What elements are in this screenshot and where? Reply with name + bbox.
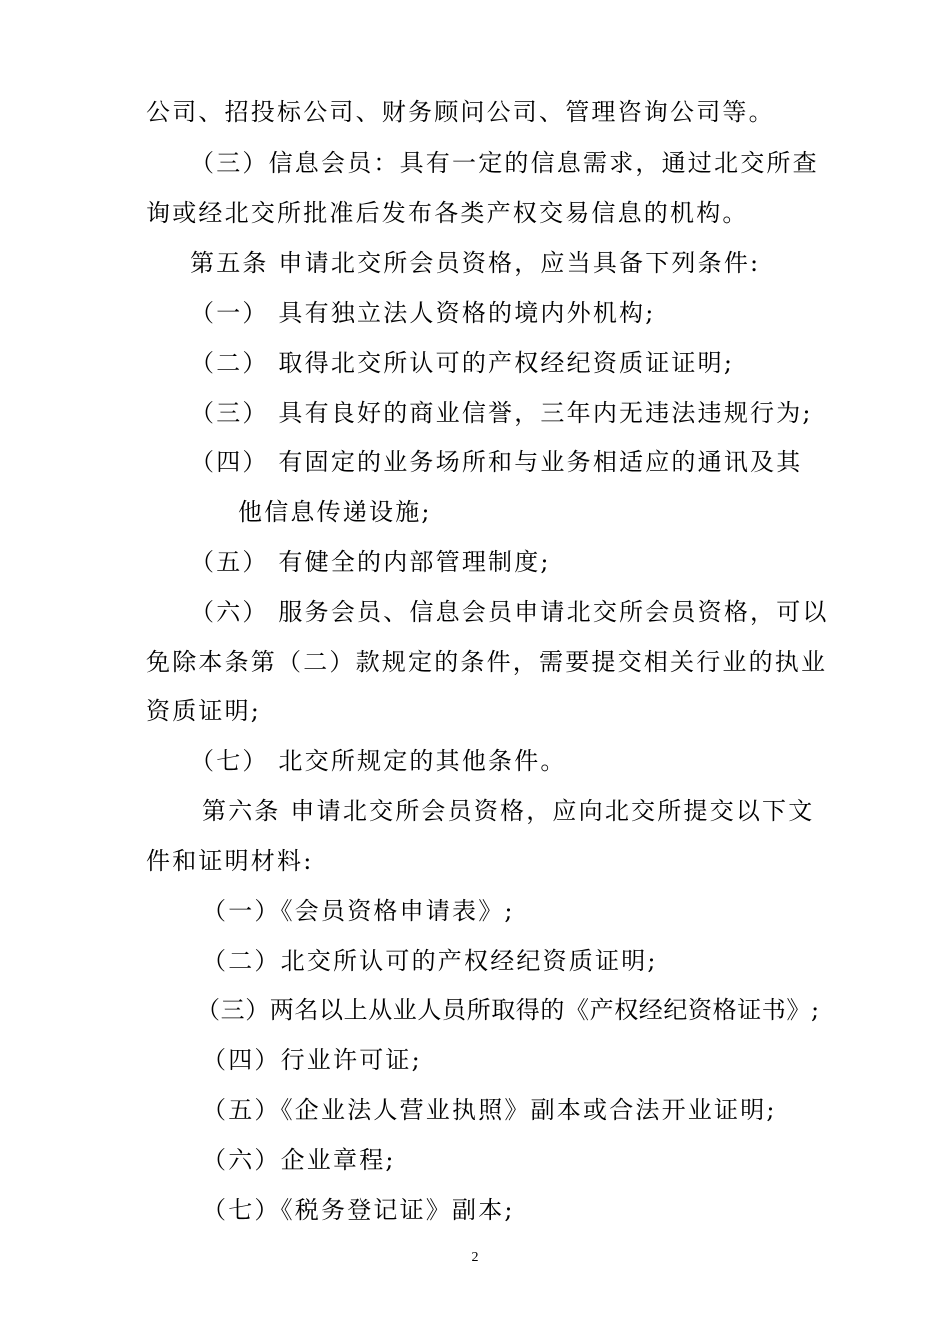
list-item-continuation: 他信息传递设施; [238, 498, 432, 526]
text-line: （三）信息会员：具有一定的信息需求，通过北交所查 [190, 149, 819, 177]
text-line: 件和证明材料: [146, 847, 314, 875]
list-item: （七）《税务登记证》副本; [202, 1196, 515, 1224]
article-heading: 第六条 申请北交所会员资格，应向北交所提交以下文 [202, 797, 815, 825]
text-line: 询或经北交所批准后发布各类产权交易信息的机构。 [146, 199, 749, 227]
list-item: （六） 服务会员、信息会员申请北交所会员资格，可以 [190, 598, 829, 626]
text-line: 公司、招投标公司、财务顾问公司、管理咨询公司等。 [146, 98, 775, 126]
list-item-continuation: 免除本条第（二）款规定的条件，需要提交相关行业的执业 [146, 648, 828, 676]
list-item: （四） 有固定的业务场所和与业务相适应的通讯及其 [190, 448, 803, 476]
article-heading: 第五条 申请北交所会员资格，应当具备下列条件: [190, 249, 761, 277]
list-item: （三）两名以上从业人员所取得的《产权经纪资格证书》; [196, 996, 820, 1024]
list-item: （三） 具有良好的商业信誉，三年内无违法违规行为; [190, 399, 813, 427]
list-item: （五）《企业法人营业执照》副本或合法开业证明; [202, 1096, 777, 1124]
list-item: （一） 具有独立法人资格的境内外机构; [190, 299, 656, 327]
list-item: （一）《会员资格申请表》; [202, 897, 515, 925]
list-item-continuation: 资质证明; [146, 697, 262, 725]
list-item: （二） 取得北交所认可的产权经纪资质证证明; [190, 349, 735, 377]
list-item: （四）行业许可证; [202, 1046, 422, 1074]
list-item: （六）企业章程; [202, 1146, 396, 1174]
list-item: （二）北交所认可的产权经纪资质证明; [202, 947, 658, 975]
list-item: （七） 北交所规定的其他条件。 [190, 747, 567, 775]
list-item: （五） 有健全的内部管理制度; [190, 548, 551, 576]
page-number: 2 [471, 1250, 479, 1265]
